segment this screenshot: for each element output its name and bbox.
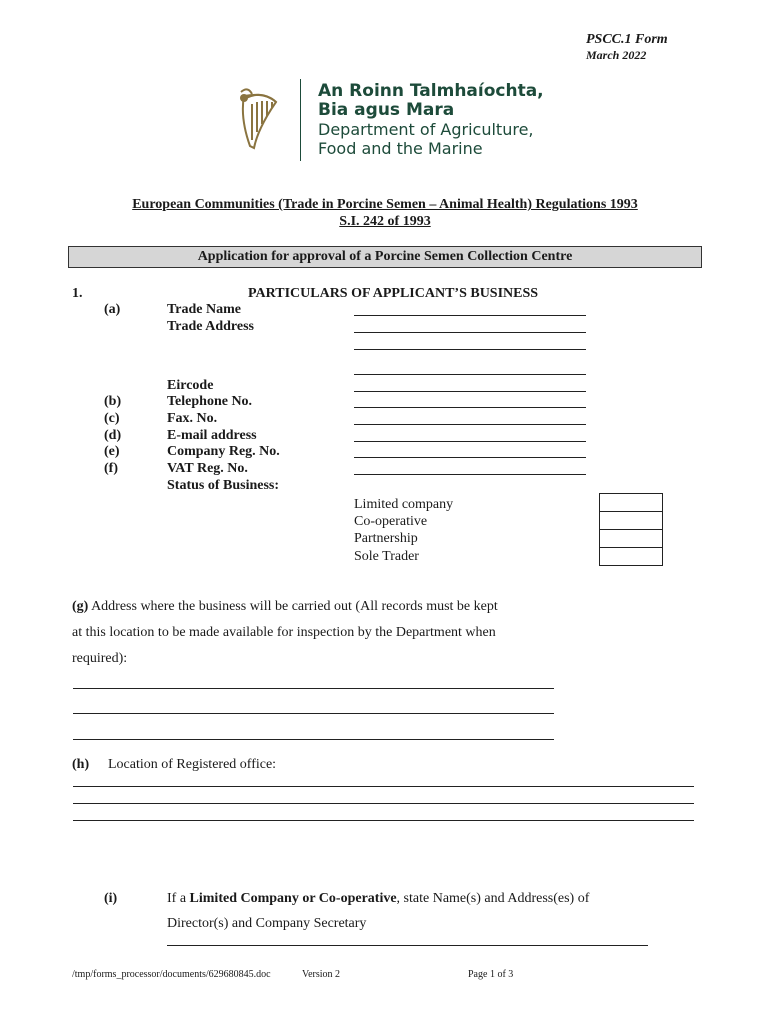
footer-file-path: /tmp/forms_processor/documents/629680845.doc <box>72 969 271 980</box>
section-h-text: Location of Registered office: <box>108 757 277 772</box>
email-label: E-mail address <box>167 428 257 443</box>
logo-divider <box>300 79 301 161</box>
eircode-field[interactable] <box>354 391 586 392</box>
registered-office-field-1[interactable] <box>73 786 694 787</box>
fax-label: Fax. No. <box>167 411 218 426</box>
directors-field[interactable] <box>167 945 648 946</box>
status-option-limited: Limited company <box>354 497 454 512</box>
harp-logo-icon <box>236 88 286 154</box>
section-i-prefix: If a <box>167 891 190 906</box>
business-address-field-1[interactable] <box>73 688 554 689</box>
email-field[interactable] <box>354 441 586 442</box>
status-option-sole-trader: Sole Trader <box>354 549 419 564</box>
trade-address-field-3[interactable] <box>354 374 586 375</box>
section-i-line-1 <box>167 891 589 907</box>
fax-field[interactable] <box>354 424 586 425</box>
footer-version: Version 2 <box>302 969 341 980</box>
trade-address-label: Trade Address <box>167 319 254 334</box>
company-reg-label: Company Reg. No. <box>167 444 280 459</box>
field-letter: (c) <box>104 411 120 426</box>
business-address-field-2[interactable] <box>73 713 554 714</box>
section-g-line-1 <box>72 599 498 615</box>
department-line-3: Department of Agriculture, <box>318 120 534 139</box>
eircode-label: Eircode <box>167 378 214 393</box>
department-line-1: An Roinn Talmhaíochta, <box>318 81 544 101</box>
section-heading: PARTICULARS OF APPLICANT’S BUSINESS <box>248 286 539 301</box>
section-i-letter: (i) <box>104 891 118 906</box>
field-letter: (f) <box>104 461 118 476</box>
company-reg-field[interactable] <box>354 457 586 458</box>
business-address-field-3[interactable] <box>73 739 554 740</box>
telephone-label: Telephone No. <box>167 394 253 409</box>
trade-name-field[interactable] <box>354 315 586 316</box>
registered-office-field-3[interactable] <box>73 820 694 821</box>
section-g-line-2: at this location to be made available for inspection by the Department when <box>72 625 496 640</box>
section-g-letter: (g) <box>72 599 89 614</box>
registered-office-field-2[interactable] <box>73 803 694 804</box>
form-code: PSCC.1 Form <box>586 32 668 47</box>
status-option-partnership: Partnership <box>354 531 418 546</box>
partnership-checkbox[interactable] <box>599 529 663 548</box>
limited-company-checkbox[interactable] <box>599 493 663 512</box>
section-i-line-2: Director(s) and Company Secretary <box>167 916 367 931</box>
field-letter: (d) <box>104 428 122 443</box>
field-letter: (b) <box>104 394 122 409</box>
field-letter: (a) <box>104 302 121 317</box>
department-line-2: Bia agus Mara <box>318 100 455 120</box>
vat-reg-field[interactable] <box>354 474 586 475</box>
vat-reg-label: VAT Reg. No. <box>167 461 248 476</box>
department-line-4: Food and the Marine <box>318 139 483 158</box>
section-h-letter: (h) <box>72 757 90 772</box>
form-date: March 2022 <box>586 48 647 62</box>
si-number: S.I. 242 of 1993 <box>339 214 431 229</box>
status-label: Status of Business: <box>167 478 280 493</box>
section-i-suffix: , state Name(s) and Address(es) of <box>396 891 590 906</box>
department-name <box>318 82 544 158</box>
trade-address-field-2[interactable] <box>354 349 586 350</box>
telephone-field[interactable] <box>354 407 586 408</box>
footer-page-number: Page 1 of 3 <box>468 969 514 980</box>
application-banner: Application for approval of a Porcine Semen Collection Centre <box>68 246 702 268</box>
status-option-cooperative: Co-operative <box>354 514 428 529</box>
section-number: 1. <box>72 286 83 301</box>
section-i-bold: Limited Company or Co-operative <box>189 891 397 906</box>
regulation-title: European Communities (Trade in Porcine Semen – Animal Health) Regulations 1993 <box>132 197 638 212</box>
section-g-line-3: required): <box>72 651 128 666</box>
trade-name-label: Trade Name <box>167 302 241 317</box>
trade-address-field-1[interactable] <box>354 332 586 333</box>
co-operative-checkbox[interactable] <box>599 511 663 530</box>
field-letter: (e) <box>104 444 120 459</box>
sole-trader-checkbox[interactable] <box>599 547 663 566</box>
section-g-text-1: Address where the business will be carried out (All records must be kept <box>91 599 498 614</box>
